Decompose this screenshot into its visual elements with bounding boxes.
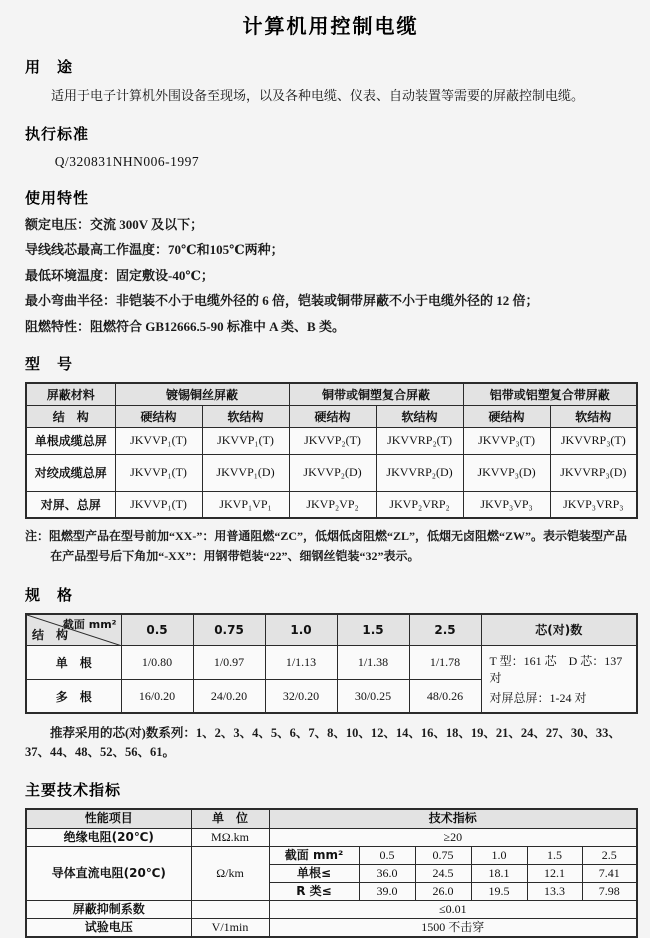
spec-corner-cell	[26, 614, 121, 646]
model-header-aluminum-tape: 铝带或铝塑复合带屏蔽	[463, 383, 637, 406]
spec-cell: 48/0.26	[409, 679, 481, 713]
model-header-tinned-copper: 镀锡铜丝屏蔽	[115, 383, 289, 406]
spec-col-header: 2.5	[409, 614, 481, 646]
spec-row-label: 单 根	[26, 646, 121, 680]
characteristic-line: 最小弯曲半径：非铠装不小于电缆外径的 6 倍，铠装或铜带屏蔽不小于电缆外径的 12 倍；	[25, 293, 539, 309]
standard-code: Q/320831NHN006-1997	[54, 153, 200, 169]
spec-col-header: 0.75	[193, 614, 265, 646]
tech-row-label: 绝缘电阻(20℃)	[26, 829, 191, 847]
model-cell: JKVVRP₂(D)	[376, 454, 463, 491]
characteristic-line: 额定电压：交流 300V 及以下；	[25, 216, 204, 232]
section-heading-spec: 规 格	[25, 585, 74, 604]
tech-header-indicator: 技术指标	[269, 809, 637, 829]
spec-col-header: 1.0	[265, 614, 337, 646]
tech-value-cell: 2.5	[582, 847, 637, 865]
spec-cell: 16/0.20	[121, 679, 193, 713]
spec-cell: 30/0.25	[337, 679, 409, 713]
model-row-pair-shield	[26, 491, 637, 518]
characteristic-line: 阻燃特性：阻燃符合 GB12666.5-90 标准中 A 类、B 类。	[25, 319, 345, 335]
tech-value-cell: 1.5	[527, 847, 582, 865]
spec-cores-cell	[481, 646, 637, 714]
tech-row-label: 屏蔽抑制系数	[26, 901, 191, 919]
model-header-row	[26, 383, 637, 406]
section-heading-characteristics: 使用特性	[25, 188, 90, 207]
tech-row-voltage	[26, 919, 637, 938]
model-cell: JKVVP₁(T)	[202, 427, 289, 454]
spec-cell: 1/1.13	[265, 646, 337, 680]
cores-line: T 型：161 芯 D 芯：137 对	[489, 654, 623, 686]
section-heading-usage: 用 途	[25, 58, 74, 76]
spec-cores-header: 芯(对)数	[481, 614, 637, 646]
model-cell: JKVP₂VRP₂	[376, 491, 463, 518]
characteristic-line: 导线线芯最高工作温度：70℃和105℃两种；	[25, 242, 284, 258]
model-cell: JKVVP₁(D)	[202, 454, 289, 491]
tech-value-cell: 7.98	[582, 883, 637, 901]
tech-value-cell: 18.1	[471, 865, 527, 883]
model-row-label: 单根成缆总屏	[26, 427, 115, 454]
model-cell: JKVVRP₃(T)	[550, 427, 637, 454]
tech-indicators-table	[25, 808, 638, 938]
usage-paragraph: 适用于电子计算机外围设备至现场，以及各种电缆、仪表、自动装置等需要的屏蔽控制电缆。	[51, 88, 585, 103]
tech-sub-label: 单根≤	[269, 865, 359, 883]
cores-line: 对屏总屏：1-24 对	[489, 691, 587, 706]
spec-col-header: 1.5	[337, 614, 409, 646]
tech-value-cell: ≥20	[269, 829, 637, 847]
model-cell: JKVVRP₃(D)	[550, 454, 637, 491]
section-heading-standard: 执行标准	[25, 124, 90, 143]
tech-value-cell: 24.5	[415, 865, 471, 883]
model-cell: JKVP₃VP₃	[463, 491, 550, 518]
tech-value-cell: ≤0.01	[269, 901, 637, 919]
spec-cell: 24/0.20	[193, 679, 265, 713]
model-note: 注：阻燃型产品在型号前加“XX-”：用普通阻燃“ZC”，低烟低卤阻燃“ZL”，低烟无卤阻燃“ZW”。表示铠装型产品在产品型号后下角加“-XX”：用钢带铠装“22”、细钢丝铠装“32”表示。	[25, 529, 628, 563]
tech-value-cell: 1.0	[471, 847, 527, 865]
spec-header-row	[26, 614, 637, 646]
spec-cell: 32/0.20	[265, 679, 337, 713]
spec-cell: 1/0.80	[121, 646, 193, 680]
corner-label-section: 截面 mm²	[62, 617, 117, 631]
model-header-soft: 软结构	[550, 405, 637, 427]
model-subheader-row	[26, 405, 637, 427]
page-title: 计算机用控制电缆	[242, 14, 419, 38]
tech-sub-label: 截面 mm²	[269, 847, 359, 865]
model-cell: JKVP₁VP₁	[202, 491, 289, 518]
tech-value-cell: 26.0	[415, 883, 471, 901]
model-cell: JKVVP₁(T)	[115, 427, 202, 454]
tech-unit-cell: MΩ.km	[191, 829, 269, 847]
spec-cell: 1/1.38	[337, 646, 409, 680]
spec-cell: 1/1.78	[409, 646, 481, 680]
model-header-material: 屏蔽材料	[26, 383, 115, 406]
model-header-hard: 硬结构	[115, 405, 202, 427]
model-header-soft: 软结构	[376, 405, 463, 427]
tech-unit-cell	[191, 901, 269, 919]
tech-value-cell: 36.0	[359, 865, 415, 883]
section-heading-tech: 主要技术指标	[25, 780, 122, 799]
model-cell: JKVVP₃(T)	[463, 427, 550, 454]
spec-row-single	[26, 646, 637, 680]
model-table	[25, 382, 638, 520]
corner-label-structure: 结 构	[32, 628, 69, 643]
tech-sub-label: R 类≤	[269, 883, 359, 901]
model-cell: JKVP₂VP₂	[289, 491, 376, 518]
tech-row-insulation	[26, 829, 637, 847]
tech-row-conductor-section	[26, 847, 637, 865]
tech-header-item: 性能项目	[26, 809, 191, 829]
tech-unit-cell: Ω/km	[191, 847, 269, 901]
model-cell: JKVVRP₂(T)	[376, 427, 463, 454]
tech-value-cell: 0.5	[359, 847, 415, 865]
spec-col-header: 0.5	[121, 614, 193, 646]
tech-value-cell: 13.3	[527, 883, 582, 901]
model-cell: JKVVP₂(T)	[289, 427, 376, 454]
tech-row-label: 试验电压	[26, 919, 191, 938]
model-cell: JKVP₃VRP₃	[550, 491, 637, 518]
spec-cell: 1/0.97	[193, 646, 265, 680]
tech-unit-cell: V/1min	[191, 919, 269, 938]
model-row-label: 对屏、总屏	[26, 491, 115, 518]
model-cell: JKVVP₂(D)	[289, 454, 376, 491]
characteristic-line: 最低环境温度：固定敷设-40℃；	[25, 267, 214, 283]
tech-row-shield	[26, 901, 637, 919]
model-cell: JKVVP₁(T)	[115, 491, 202, 518]
tech-header-unit: 单 位	[191, 809, 269, 829]
model-header-copper-tape: 铜带或铜塑复合屏蔽	[289, 383, 463, 406]
tech-value-cell: 0.75	[415, 847, 471, 865]
tech-value-cell: 12.1	[527, 865, 582, 883]
model-header-hard: 硬结构	[289, 405, 376, 427]
model-cell: JKVVP₁(T)	[115, 454, 202, 491]
tech-header-row	[26, 809, 637, 829]
model-row-label: 对绞成缆总屏	[26, 454, 115, 491]
recommended-cores-paragraph: 推荐采用的芯(对)数系列：1、2、3、4、5、6、7、8、10、12、14、16、18、19、21、24、27、30、33、37、44、48、52、56、61。	[25, 726, 621, 759]
model-row-single	[26, 427, 637, 454]
tech-value-cell: 19.5	[471, 883, 527, 901]
spec-table	[25, 613, 638, 715]
model-cell: JKVVP₃(D)	[463, 454, 550, 491]
tech-value-cell: 39.0	[359, 883, 415, 901]
tech-value-cell: 7.41	[582, 865, 637, 883]
model-header-structure: 结 构	[26, 405, 115, 427]
spec-row-label: 多 根	[26, 679, 121, 713]
tech-value-cell: 1500 不击穿	[269, 919, 637, 938]
section-heading-model: 型 号	[25, 354, 74, 373]
model-row-twisted	[26, 454, 637, 491]
model-header-soft: 软结构	[202, 405, 289, 427]
model-header-hard: 硬结构	[463, 405, 550, 427]
tech-row-label: 导体直流电阻(20℃)	[26, 847, 191, 901]
